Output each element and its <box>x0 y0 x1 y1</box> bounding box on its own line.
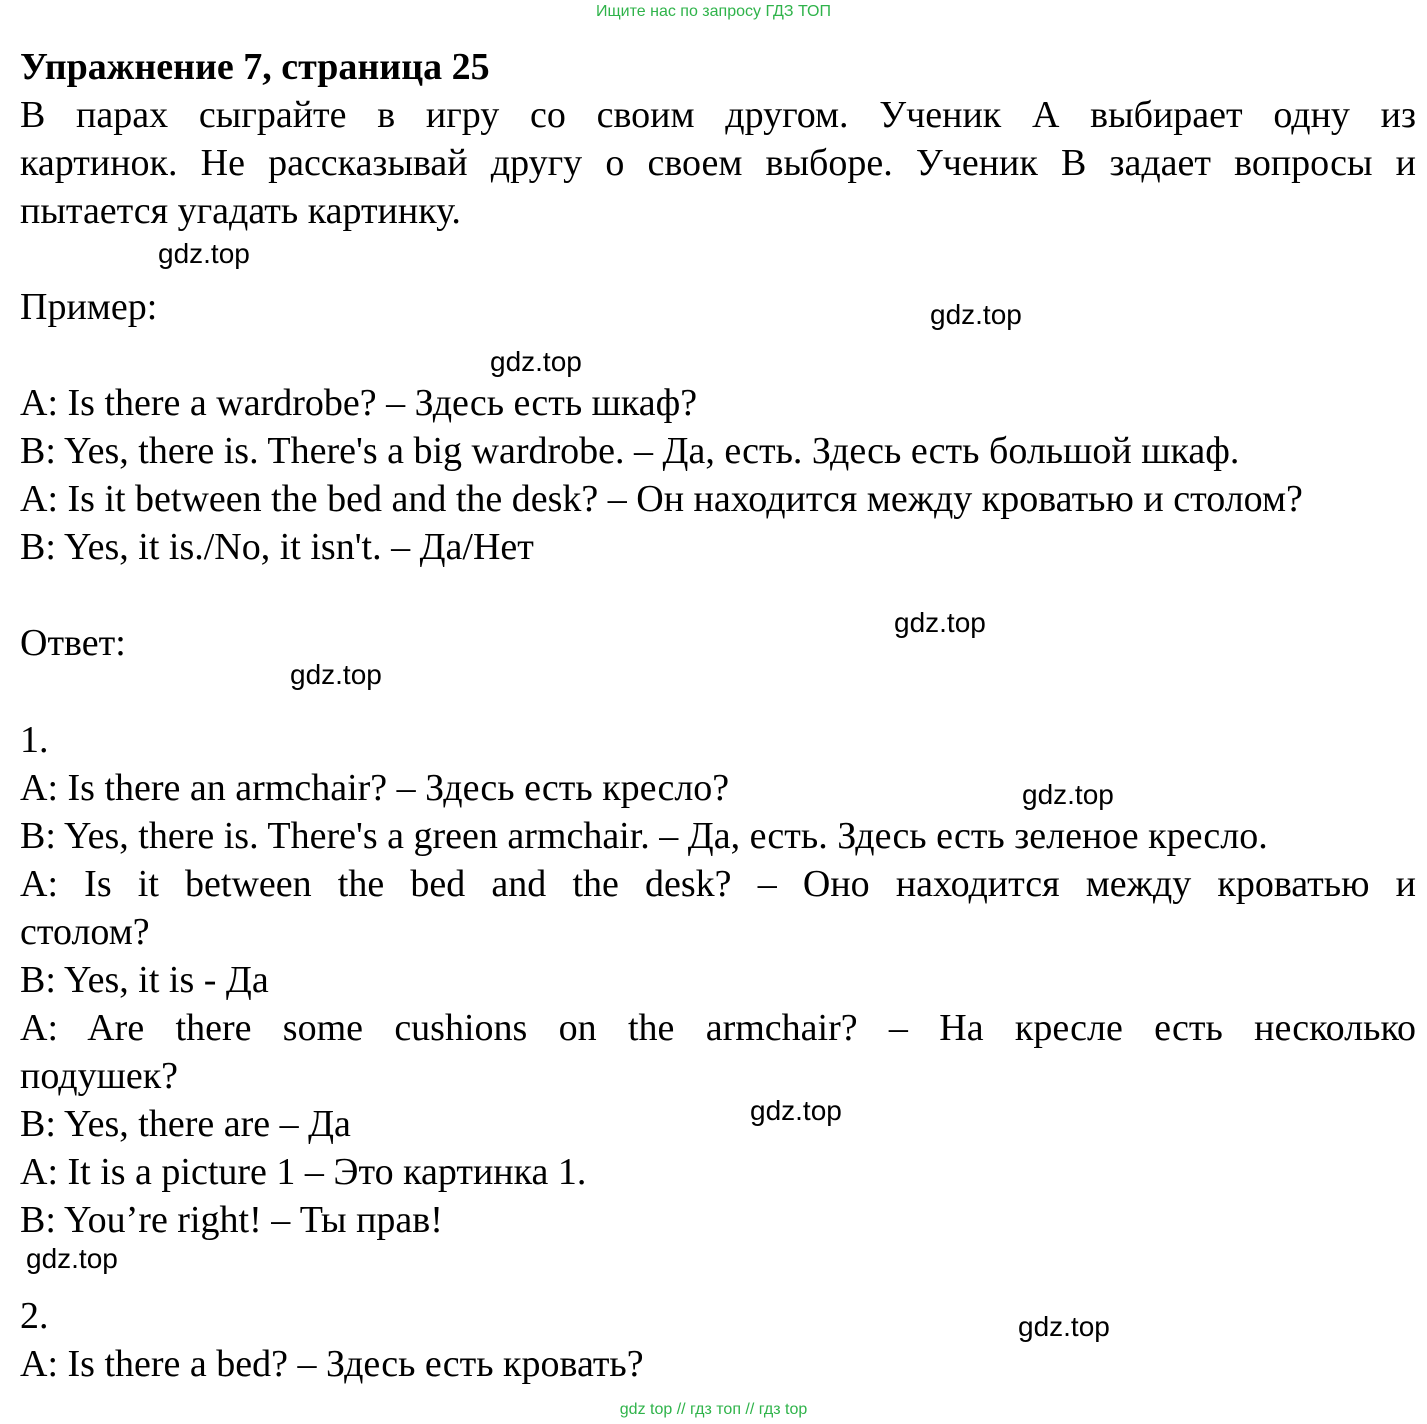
header-banner[interactable]: Ищите нас по запросу ГДЗ ТОП <box>596 3 831 20</box>
watermark: gdz.top <box>750 1095 842 1126</box>
watermark: gdz.top <box>930 299 1022 330</box>
watermark: gdz.top <box>158 238 250 269</box>
example-line: B: Yes, it is./No, it isn't. – Да/Нет <box>20 526 534 568</box>
instruction-line: В парах сыграйте в игру со своим другом. Ученик А выбирает одну из <box>20 94 1416 136</box>
dialogue-line: A: Is there a bed? – Здесь есть кровать? <box>20 1343 644 1385</box>
dialogue-line: A: Is it between the bed and the desk? – Оно находится между кроватью и <box>20 863 1416 905</box>
dialogue-line: A: It is a picture 1 – Это картинка 1. <box>20 1151 587 1193</box>
answer-label: Ответ: <box>20 622 126 664</box>
dialogue-line: A: Is there an armchair? – Здесь есть кресло? <box>20 767 730 809</box>
footer-links[interactable]: gdz top // гдз топ // гдз top <box>619 1401 808 1418</box>
watermark: gdz.top <box>894 607 986 638</box>
dialogue-line: B: Yes, there is. There's a green armchair. – Да, есть. Здесь есть зеленое кресло. <box>20 815 1268 857</box>
dialogue-line: B: You’re right! – Ты прав! <box>20 1199 443 1241</box>
example-line: B: Yes, there is. There's a big wardrobe. – Да, есть. Здесь есть большой шкаф. <box>20 430 1240 472</box>
watermark: gdz.top <box>26 1243 118 1274</box>
example-label: Пример: <box>20 286 158 328</box>
instruction-line: пытается угадать картинку. <box>20 190 461 232</box>
instruction-line: картинок. Не рассказывай другу о своем выборе. Ученик В задает вопросы и <box>20 142 1416 184</box>
answer-number: 2. <box>20 1295 49 1337</box>
dialogue-line: подушек? <box>20 1055 179 1097</box>
dialogue-line: столом? <box>20 911 150 953</box>
answer-number: 1. <box>20 719 49 761</box>
page-title: Упражнение 7, страница 25 <box>20 46 490 88</box>
example-line: A: Is there a wardrobe? – Здесь есть шкаф? <box>20 382 698 424</box>
example-line: A: Is it between the bed and the desk? – Он находится между кроватью и столом? <box>20 478 1303 520</box>
watermark: gdz.top <box>290 659 382 690</box>
dialogue-line: B: Yes, it is - Да <box>20 959 269 1001</box>
dialogue-line: A: Are there some cushions on the armchair? – На кресле есть несколько <box>20 1007 1416 1049</box>
watermark: gdz.top <box>1022 779 1114 810</box>
watermark: gdz.top <box>1018 1311 1110 1342</box>
dialogue-line: B: Yes, there are – Да <box>20 1103 351 1145</box>
watermark: gdz.top <box>490 346 582 377</box>
